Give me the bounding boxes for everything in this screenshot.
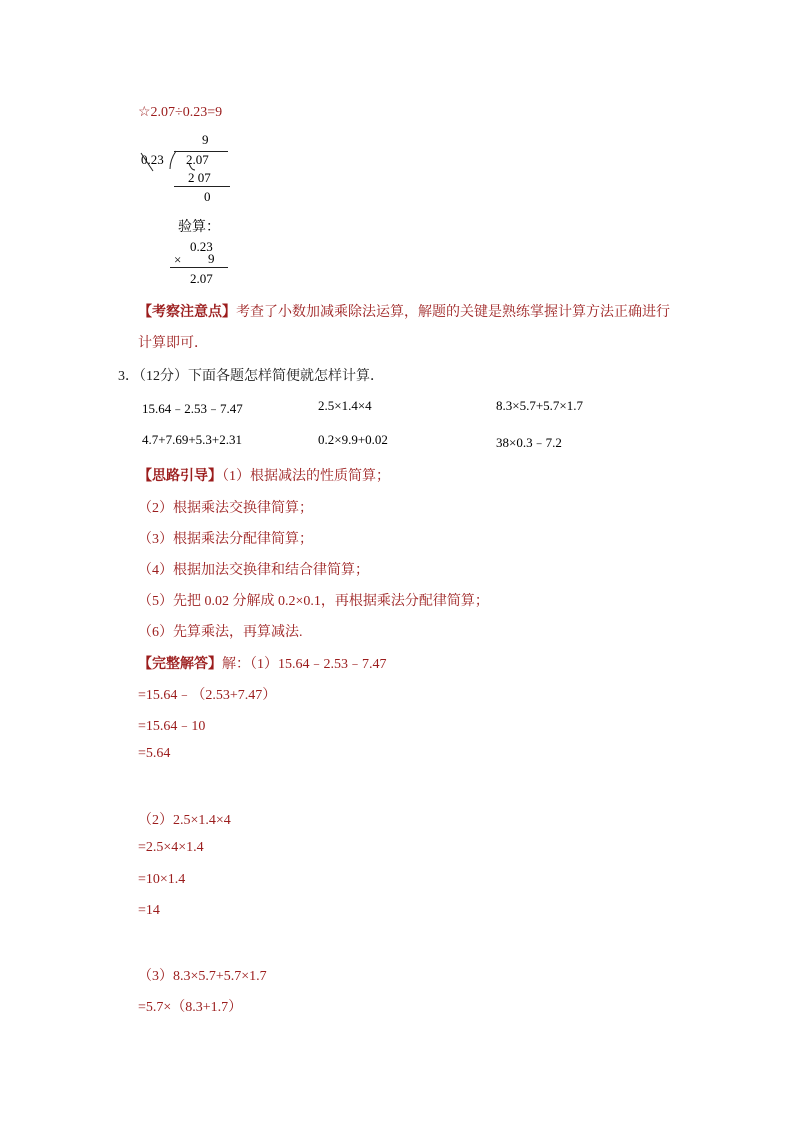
problem-1: 15.64﹣2.53﹣7.47 <box>142 401 243 416</box>
dividend: 2.07 <box>186 152 209 167</box>
hint-item-5: （5）先把 0.02 分解成 0.2×0.1，再根据乘法分配律简算； <box>138 594 489 609</box>
solution-line-1 <box>138 653 387 673</box>
hint-item-6: （6）先算乘法，再算减法. <box>138 625 303 640</box>
hints-tag: 【思路引导】 <box>138 469 222 484</box>
multiplicand: 0.23 <box>190 239 213 254</box>
solution-tag: 【完整解答】 <box>138 657 222 672</box>
subtraction-bar <box>174 186 230 187</box>
solution-step: =15.64﹣10 <box>138 719 206 734</box>
question-3-title: 3．（12分）下面各题怎样简便就怎样计算． <box>118 369 384 384</box>
solution-step: =14 <box>138 903 160 918</box>
solution-step: =15.64﹣（2.53+7.47） <box>138 688 277 703</box>
problem-3: 8.3×5.7+5.7×1.7 <box>496 398 583 413</box>
solution-step: =5.7×（8.3+1.7） <box>138 1000 243 1015</box>
problem-4: 4.7+7.69+5.3+2.31 <box>142 432 242 447</box>
hint-item-2: （2）根据乘法交换律简算； <box>138 501 313 516</box>
solution-step: =10×1.4 <box>138 872 186 887</box>
hint-item-4: （4）根据加法交换律和结合律简算； <box>138 563 369 578</box>
check-result: 2.07 <box>190 271 213 286</box>
strike-mark <box>139 151 157 173</box>
problem-2: 2.5×1.4×4 <box>318 398 372 413</box>
product-bar <box>170 267 228 268</box>
remainder: 0 <box>204 189 211 204</box>
division-bracket <box>168 150 178 170</box>
note-tag: 【考察注意点】 <box>138 305 236 320</box>
problem-6: 38×0.3﹣7.2 <box>496 435 562 450</box>
solution-part-3-title: （3）8.3×5.7+5.7×1.7 <box>138 969 267 984</box>
note-text: 考查了小数加减乘除法运算，解题的关键是熟练掌握计算方法正确进行 <box>236 305 670 320</box>
divisor: 0.23 <box>141 152 164 167</box>
multiplier: 9 <box>208 251 215 266</box>
check-label: 验算： <box>178 220 220 235</box>
multiply-sign: × <box>174 252 182 267</box>
division-equation: ☆2.07÷0.23=9 <box>138 105 223 120</box>
solution-part-2-title: （2）2.5×1.4×4 <box>138 813 231 828</box>
note-line-1 <box>138 301 670 321</box>
product: 2 07 <box>188 170 211 185</box>
hint-item-3: （3）根据乘法分配律简算； <box>138 532 313 547</box>
hint-line-1 <box>138 465 390 485</box>
solution-step: =5.64 <box>138 746 171 761</box>
note-line-2: 计算即可． <box>138 336 208 351</box>
quotient: 9 <box>202 132 209 147</box>
solution-step: =2.5×4×1.4 <box>138 840 204 855</box>
problem-5: 0.2×9.9+0.02 <box>318 432 388 447</box>
hint-item-1: （1）根据减法的性质简算； <box>222 469 390 484</box>
solution-intro: 解：（1）15.64﹣2.53﹣7.47 <box>222 657 387 672</box>
